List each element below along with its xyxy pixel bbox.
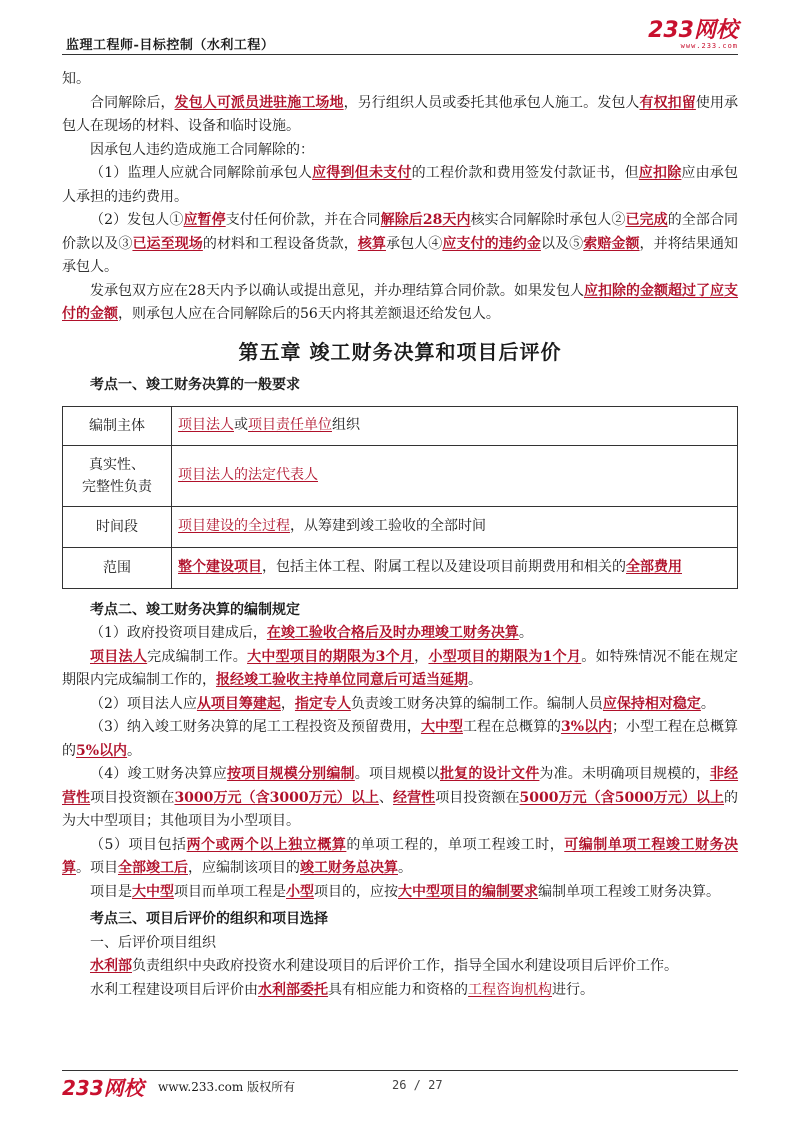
paragraph: 因承包人违约造成施工合同解除的： [90,141,314,158]
key-term: 在竣工验收合格后及时办理竣工财务决算 [266,625,519,641]
key-term: 经营性 [393,789,436,806]
brand-logo [648,20,738,50]
table-cell-label: 时间段 [63,506,172,547]
key-term: 3%以内 [560,719,613,735]
table-row [63,445,738,506]
key-term: 应得到但未支付 [312,165,412,181]
paragraph: 合同解除后，发包人可派员进驻施工场地，另行组织人员或委托其他承包人施工。发包人有权扣留使用承包人在现场的材料、设备和临时设施。 [62,94,739,134]
chapter-title: 第五章 竣工财务决算和项目后评价 [238,339,562,364]
requirements-table [62,406,738,589]
paragraph: 项目是大中型项目而单项工程是小型项目的，应按大中型项目的编制要求编制单项工程竣工财务决算。 [90,883,720,900]
paragraph: （2）发包人①应暂停支付任何价款，并在合同解除后28天内核实合同解除时承包人②已完成的全部合同价款以及③已运至现场的材料和工程设备货款，核算承包人④应支付的违约金以及⑤索赔金额，并将结果通知承包人。 [62,212,739,275]
key-term: 可编制单项工程竣工财务决算 [62,836,739,876]
key-term: 应保持相对稳定 [602,695,701,712]
key-term: 全部竣工后 [118,860,188,876]
footer-divider [62,1070,738,1071]
key-term: 大中型项目的编制要求 [398,883,538,900]
table-row [63,506,738,547]
key-term: 水利部委托 [258,981,328,998]
section-heading: 考点一、竣工财务决算的一般要求 [90,377,300,393]
key-term: 指定专人 [294,695,351,712]
key-term: 从项目筹建起 [196,695,281,712]
key-term: 应支付的违约金 [442,235,541,252]
key-term: 3000万元（含3000万元）以上 [174,789,379,806]
table-row [63,406,738,445]
key-term: 应扣除的金额超过了应支付的金额 [62,282,739,322]
key-term: 水利部 [90,958,132,974]
paragraph: （1）监理人应就合同解除前承包人应得到但未支付的工程价款和费用签发付款证书，但应扣除应由承包人承担的违约费用。 [62,165,739,205]
key-term: 小型 [286,883,314,900]
paragraph: （3）纳入竣工财务决算的尾工工程投资及预留费用，大中型工程在总概算的3%以内；小型工程在总概算的5%以内。 [62,719,739,759]
header-divider [62,54,738,55]
key-term: 应暂停 [183,212,226,228]
table-cell-value: 项目法人或项目责任单位组织 [172,406,738,445]
table-cell-label: 编制主体 [63,406,172,445]
key-term: 5000万元（含5000万元）以上 [519,789,725,806]
key-term: 按项目规模分别编制 [226,766,355,782]
paragraph: 水利工程建设项目后评价由水利部委托具有相应能力和资格的工程咨询机构进行。 [90,981,594,998]
page-number: 26 / 27 [392,1078,443,1092]
key-term: 解除后28天内 [380,212,471,228]
table-cell-value: 整个建设项目，包括主体工程、附属工程以及建设项目前期费用和相关的全部费用 [172,547,738,588]
paragraph: 水利部负责组织中央政府投资水利建设项目的后评价工作，指导全国水利建设项目后评价工作。 [90,958,678,974]
key-term: 索赔金额 [583,235,640,252]
key-term: 非经营性 [62,766,739,806]
paragraph: 发承包双方应在28天内予以确认或提出意见，并办理结算合同价款。如果发包人应扣除的金额超过了应支付的金额，则承包人应在合同解除后的56天内将其差额退还给发包人。 [62,282,739,322]
section-heading: 考点三、项目后评价的组织和项目选择 [90,911,328,927]
table-cell-label: 范围 [63,547,172,588]
page-footer [62,1074,738,1098]
paragraph: （5）项目包括两个或两个以上独立概算的单项工程的，单项工程竣工时，可编制单项工程竣工财务决算。项目全部竣工后，应编制该项目的竣工财务总决算。 [62,836,739,876]
key-term: 应扣除 [638,165,682,181]
footer-logo: 233网校 [62,1076,144,1100]
key-term: 5%以内 [76,742,128,759]
paragraph: 知。 [62,71,90,87]
key-term: 批复的设计文件 [439,766,540,782]
key-term: 两个或两个以上独立概算 [186,836,347,853]
paragraph: （1）政府投资项目建成后，在竣工验收合格后及时办理竣工财务决算。 [90,625,533,641]
key-term: 大中型 [420,719,463,735]
logo-text: 233网校 [648,18,738,43]
key-term: 核算 [357,235,386,252]
key-term: 已完成 [625,212,668,228]
logo-subtitle: www.233.com [680,42,738,50]
table-cell-value: 项目建设的全过程，从筹建到竣工验收的全部时间 [172,506,738,547]
header-title: 监理工程师-目标控制（水利工程） [66,38,275,53]
paragraph: （2）项目法人应从项目筹建起，指定专人负责竣工财务决算的编制工作。编制人员应保持相对稳定。 [90,695,715,712]
key-term: 大中型 [132,883,174,900]
key-term: 已运至现场 [132,235,203,252]
key-term: 竣工财务总决算 [300,860,398,876]
page-header [62,20,738,54]
key-term: 报经竣工验收主持单位同意后可适当延期 [216,672,468,688]
key-term: 发包人可派员进驻施工场地 [174,94,344,111]
table-row [63,547,738,588]
paragraph: 项目法人完成编制工作。大中型项目的期限为3个月，小型项目的期限为1个月。如特殊情况不能在规定期限内完成编制工作的，报经竣工验收主持单位同意后可适当延期。 [62,648,739,688]
key-term: 工程咨询机构 [468,981,552,998]
table-cell-label: 真实性、 完整性负责 [63,445,172,506]
paragraph: （4）竣工财务决算应按项目规模分别编制。项目规模以批复的设计文件为准。未明确项目规模的，非经营性项目投资额在3000万元（含3000万元）以上、经营性项目投资额在5000万元（含5000万元）以上的为大中型项目；其他项目为小型项目。 [62,766,739,829]
document-body [62,68,738,1002]
table-cell-value: 项目法人的法定代表人 [172,445,738,506]
section-heading: 考点二、竣工财务决算的编制规定 [90,601,300,618]
footer-copyright: www.233.com 版权所有 [158,1080,296,1094]
key-term: 有权扣留 [639,94,696,111]
key-term: 项目法人 [90,648,148,665]
key-term: 大中型项目的期限为3个月 [247,648,415,665]
key-term: 小型项目的期限为1个月 [428,648,582,665]
paragraph: 一、后评价项目组织 [90,934,216,951]
